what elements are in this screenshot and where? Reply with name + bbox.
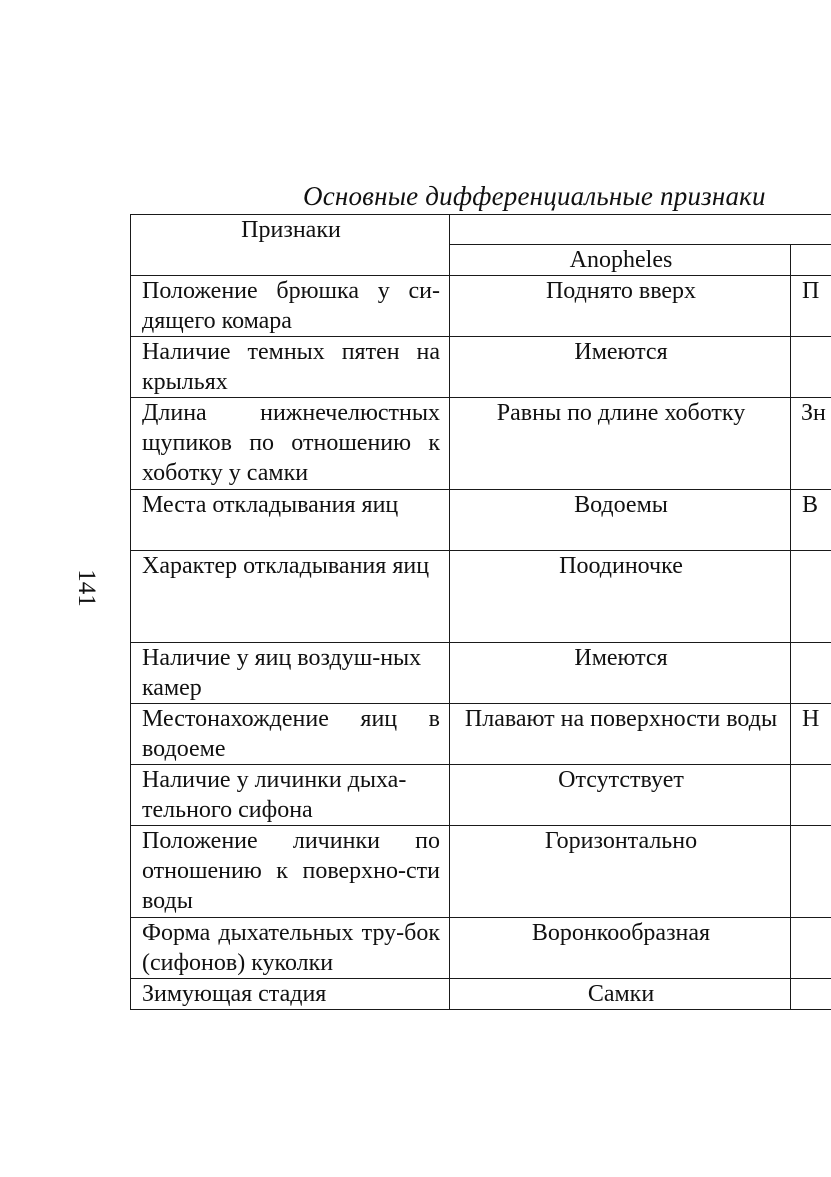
partial-cell — [791, 979, 831, 1010]
attribute-cell: Положение личинки по отношению к поверхно-сти воды — [131, 826, 450, 918]
table-row — [131, 490, 831, 551]
anopheles-cell: Имеются — [450, 643, 791, 704]
anopheles-cell: Плавают на поверхности воды — [450, 704, 791, 765]
attribute-cell: Положение брюшка у си-дящего комара — [131, 276, 450, 337]
anopheles-cell: Воронкообразная — [450, 918, 791, 979]
partial-cell: Н — [791, 704, 831, 765]
header-anopheles-cell: Anopheles — [450, 245, 791, 276]
table-caption: Основные дифференциальные признаки — [303, 181, 766, 211]
anopheles-cell: Водоемы — [450, 490, 791, 551]
table-row — [131, 276, 831, 337]
partial-cell — [791, 765, 831, 826]
table-row — [131, 337, 831, 398]
header-group-cell — [450, 215, 831, 245]
partial-cell — [791, 643, 831, 704]
anopheles-cell: Самки — [450, 979, 791, 1010]
partial-cell — [791, 918, 831, 979]
table-row — [131, 979, 831, 1010]
attribute-cell: Зимующая стадия — [131, 979, 450, 1010]
table-row — [131, 551, 831, 643]
table-row — [131, 704, 831, 765]
anopheles-cell: Поднято вверх — [450, 276, 791, 337]
attribute-cell: Местонахождение яиц в водоеме — [131, 704, 450, 765]
partial-cell — [791, 826, 831, 918]
table-row — [131, 918, 831, 979]
attribute-cell: Места откладывания яиц — [131, 490, 450, 551]
anopheles-cell: Отсутствует — [450, 765, 791, 826]
attribute-cell: Наличие темных пятен на крыльях — [131, 337, 450, 398]
page-number: 141 — [73, 569, 100, 607]
partial-cell: В — [791, 490, 831, 551]
anopheles-cell: Горизонтально — [450, 826, 791, 918]
partial-cell — [791, 551, 831, 643]
attribute-cell: Наличие у личинки дыха-тельного сифона — [131, 765, 450, 826]
attribute-cell: Форма дыхательных тру-бок (сифонов) куколки — [131, 918, 450, 979]
differential-features-table — [130, 214, 831, 1010]
table-row — [131, 765, 831, 826]
attribute-cell: Длина нижнечелюстных щупиков по отношению к хоботку у самки — [131, 398, 450, 490]
attribute-cell: Характер откладывания яиц — [131, 551, 450, 643]
partial-cell: П — [791, 276, 831, 337]
anopheles-cell: Поодиночке — [450, 551, 791, 643]
header-attribute-cell: Признаки — [131, 215, 450, 276]
anopheles-cell: Равны по длине хоботку — [450, 398, 791, 490]
partial-cell — [791, 337, 831, 398]
partial-cell: Зн — [791, 398, 831, 490]
table-header-row — [131, 215, 831, 245]
table-row — [131, 398, 831, 490]
attribute-cell: Наличие у яиц воздуш-ных камер — [131, 643, 450, 704]
header-second-genus-cell — [791, 245, 831, 276]
anopheles-cell: Имеются — [450, 337, 791, 398]
table-row — [131, 826, 831, 918]
table-row — [131, 643, 831, 704]
